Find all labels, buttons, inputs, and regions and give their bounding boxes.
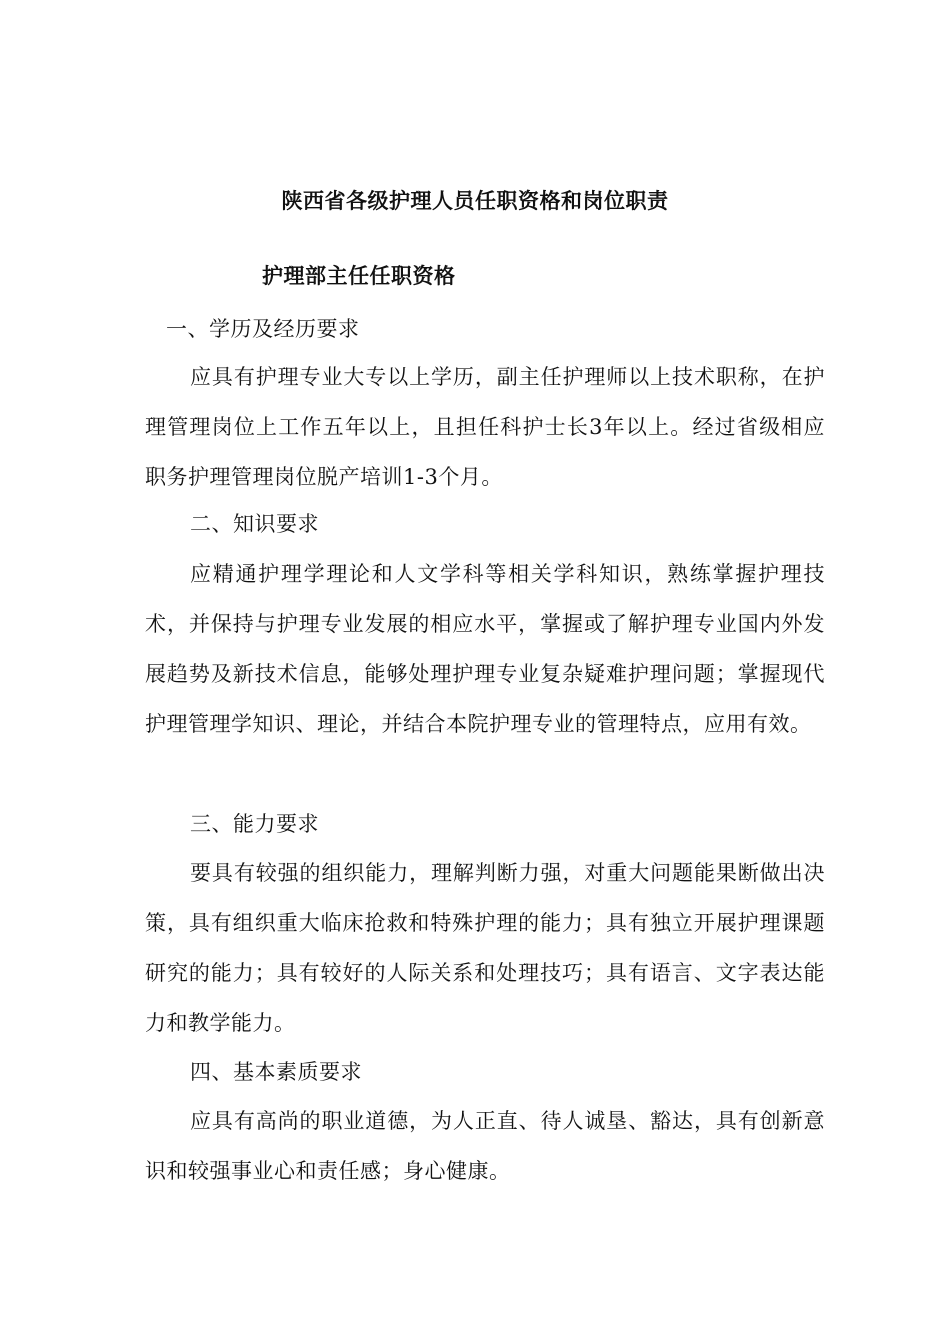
section-body-quality: 应具有高尚的职业道德，为人正直、待人诚垦、豁达，具有创新意识和较强事业心和责任感；身心健康。 <box>145 1109 825 1183</box>
section-subtitle: 护理部主任任职资格 <box>262 263 456 288</box>
section-body-knowledge: 应精通护理学理论和人文学科等相关学科知识，熟练掌握护理技术，并保持与护理专业发展的相应水平，掌握或了解护理专业国内外发展趋势及新技术信息，能够处理护理专业复杂疑难护理问题；掌握现代护理管理学知识、理论，并结合本院护理专业的管理特点，应用有效。 <box>145 562 825 736</box>
document-title: 陕西省各级护理人员任职资格和岗位职责 <box>281 188 669 213</box>
section-body-ability: 要具有较强的组织能力，理解判断力强，对重大问题能果断做出决策，具有组织重大临床抢救和特殊护理的能力；具有独立开展护理课题研究的能力；具有较好的人际关系和处理技巧；具有语言、文字表达能力和教学能力。 <box>145 861 825 1035</box>
section-body-education: 应具有护理专业大专以上学历，副主任护理师以上技术职称，在护理管理岗位上工作五年以上，且担任科护士长3年以上。经过省级相应职务护理管理岗位脱产培训1-3个月。 <box>145 365 825 489</box>
section-heading-ability: 三、能力要求 <box>190 812 319 836</box>
section-heading-knowledge: 二、知识要求 <box>190 512 319 536</box>
section-heading-education: 一、学历及经历要求 <box>166 317 360 341</box>
section-heading-quality: 四、基本素质要求 <box>190 1060 362 1084</box>
